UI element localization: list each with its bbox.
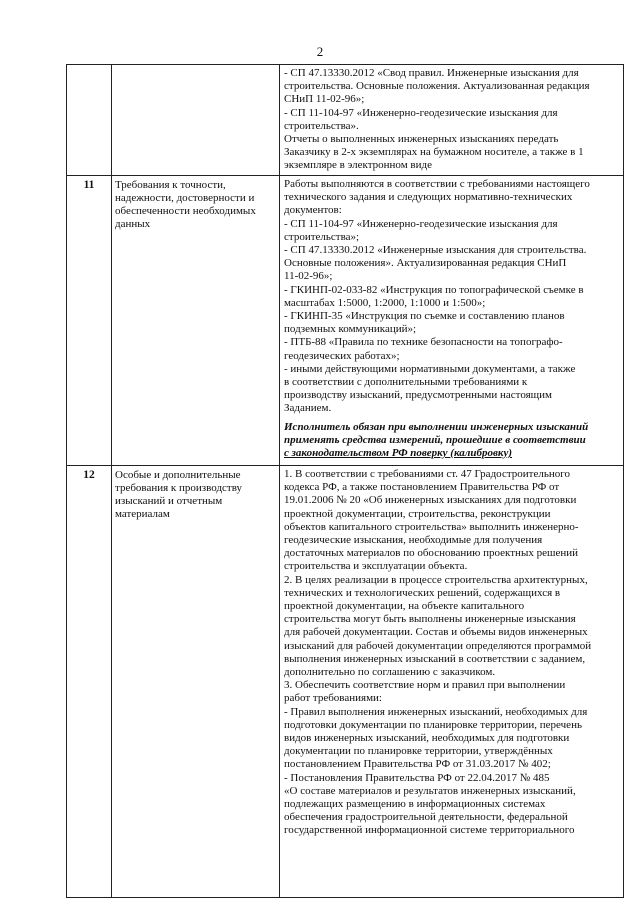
requirement-line: Требования к точности, <box>115 179 226 191</box>
text-line: 1. В соответствии с требованиями ст. 47 Градостроительного <box>284 468 570 480</box>
text-line: в соответствии с дополнительными требованиями к <box>284 376 528 389</box>
text-line: «О составе материалов и результатов инженерных изысканий, <box>284 784 576 797</box>
text-line: Работы выполняются в соответствии с требованиями настоящего <box>284 178 590 190</box>
text-line: проектной документации, на объекте капитального <box>284 600 525 613</box>
text-line: строительства и эксплуатации объекта. <box>284 560 468 573</box>
text-line: Основные положения». Актуализированная редакция СНиП <box>284 257 567 270</box>
text-line: строительства. Основные положения. Актуализованная редакция <box>284 80 590 93</box>
text-line: - Правил выполнения инженерных изысканий, необходимых для <box>284 705 588 718</box>
text-line: - Постановления Правительства РФ от 22.04.2017 № 485 <box>284 771 550 784</box>
row-number-12: 12 <box>83 469 95 481</box>
text-line: государственной информационной системе территориального <box>284 824 575 837</box>
text-line: постановлением Правительства РФ от 31.03.2017 № 402; <box>284 758 551 771</box>
column-divider-1 <box>111 65 112 897</box>
text-line: Отчеты о выполненных инженерных изысканиях передать <box>284 133 559 146</box>
text-line: подлежащих размещению в информационных системах <box>284 798 546 811</box>
text-line: СНиП 11-02-96»; <box>284 93 365 106</box>
text-line: строительства»; <box>284 230 360 243</box>
text-line: объектов капитального строительства» выполнить инженерно- <box>284 520 579 533</box>
text-line: документов: <box>284 204 342 217</box>
requirement-label-12 <box>115 469 273 521</box>
text-line: работ требованиями: <box>284 692 382 705</box>
row-number-11: 11 <box>83 179 95 191</box>
text-line: экземпляре в электронном виде <box>284 159 432 172</box>
requirement-label-11 <box>115 179 273 231</box>
text-line: - ПТБ-88 «Правила по технике безопасности на топографо- <box>284 336 563 349</box>
text-line: 3. Обеспечить соответствие норм и правил при выполнении <box>284 679 566 692</box>
text-line: подземных коммуникаций»; <box>284 323 417 336</box>
requirement-line: материалам <box>115 508 170 520</box>
text-line: видов инженерных изысканий, необходимых для подготовки <box>284 732 570 745</box>
text-line: геодезических работах»; <box>284 349 400 362</box>
text-line: технических и технологических решений, содержащихся в <box>284 586 561 599</box>
text-line: обеспечения градостроительной деятельности, федеральной <box>284 811 568 824</box>
text-line: Заданием. <box>284 402 332 415</box>
text-line: 19.01.2006 № 20 «Об инженерных изысканиях для подготовки <box>284 494 577 507</box>
text-line: производству изысканий, предусмотренными настоящим <box>284 389 552 402</box>
text-line: кодекса РФ, а также постановлением Правительства РФ от <box>284 481 560 494</box>
text-line: - ГКИНП-02-033-82 «Инструкция по топографической съемке в <box>284 283 584 296</box>
text-line: 11-02-96»; <box>284 270 333 283</box>
text-line: - СП 11-104-97 «Инженерно-геодезические изыскания для <box>284 217 558 230</box>
continued-content <box>284 67 620 173</box>
column-divider-2 <box>279 65 280 897</box>
text-line: дополнительно по соглашению с заказчиком. <box>284 666 496 679</box>
requirement-line: данных <box>115 218 151 230</box>
requirement-line: изысканий и отчетным <box>115 495 223 507</box>
text-line: подготовки документации по планировке территории, перечень <box>284 718 582 731</box>
text-line: выполнения инженерных изысканий в соответствии с заданием, <box>284 652 586 665</box>
row11-content <box>284 178 620 460</box>
text-line: строительства могут быть выполнены инженерные изыскания <box>284 613 576 626</box>
row-divider-12 <box>67 465 623 466</box>
page-number: 2 <box>316 44 324 59</box>
text-line: строительства». <box>284 119 359 132</box>
text-line: документации по планировке территории, утверждённых <box>284 745 553 758</box>
text-line: - СП 47.13330.2012 «Инженерные изыскания для строительства. <box>284 244 587 257</box>
requirement-line: надежности, достоверности и <box>115 192 255 204</box>
text-line: изысканий для рабочей документации определяются программой <box>284 639 592 652</box>
text-line: для рабочей документации. Состав и объемы видов инженерных <box>284 626 588 639</box>
text-line: масштабах 1:5000, 1:2000, 1:1000 и 1:500»; <box>284 296 486 309</box>
text-line: 2. В целях реализации в процессе строительства архитектурных, <box>284 573 588 586</box>
text-line: геодезические изыскания, необходимые для получения <box>284 534 543 547</box>
requirements-table <box>66 64 624 898</box>
row-divider-11 <box>67 175 623 176</box>
text-line: - СП 11-104-97 «Инженерно-геодезические изыскания для <box>284 106 558 119</box>
requirement-line: Особые и дополнительные <box>115 469 241 481</box>
text-line: - иными действующими нормативными документами, а также <box>284 362 576 375</box>
emphasis-line: с законодательством РФ поверку (калибровку) <box>284 447 513 460</box>
text-line: проектной документации, строительства, реконструкции <box>284 507 551 520</box>
text-line: - ГКИНП-35 «Инструкция по съемке и составлению планов <box>284 310 565 323</box>
text-line: Заказчику в 2-х экземплярах на бумажном носителе, а также в 1 <box>284 146 584 159</box>
requirement-line: требования к производству <box>115 482 243 494</box>
requirement-line: обеспеченности необходимых <box>115 205 256 217</box>
text-line: - СП 47.13330.2012 «Свод правил. Инженерные изыскания для <box>284 67 579 79</box>
row12-content <box>284 468 620 838</box>
emphasis-line: применять средства измерений, прошедшие в соответствии <box>284 433 586 446</box>
text-line: достаточных материалов по обоснованию проектных решений <box>284 547 578 560</box>
text-line: технического задания и следующих нормативно-технических <box>284 191 573 204</box>
emphasis-line: Исполнитель обязан при выполнении инженерных изысканий <box>284 420 589 433</box>
